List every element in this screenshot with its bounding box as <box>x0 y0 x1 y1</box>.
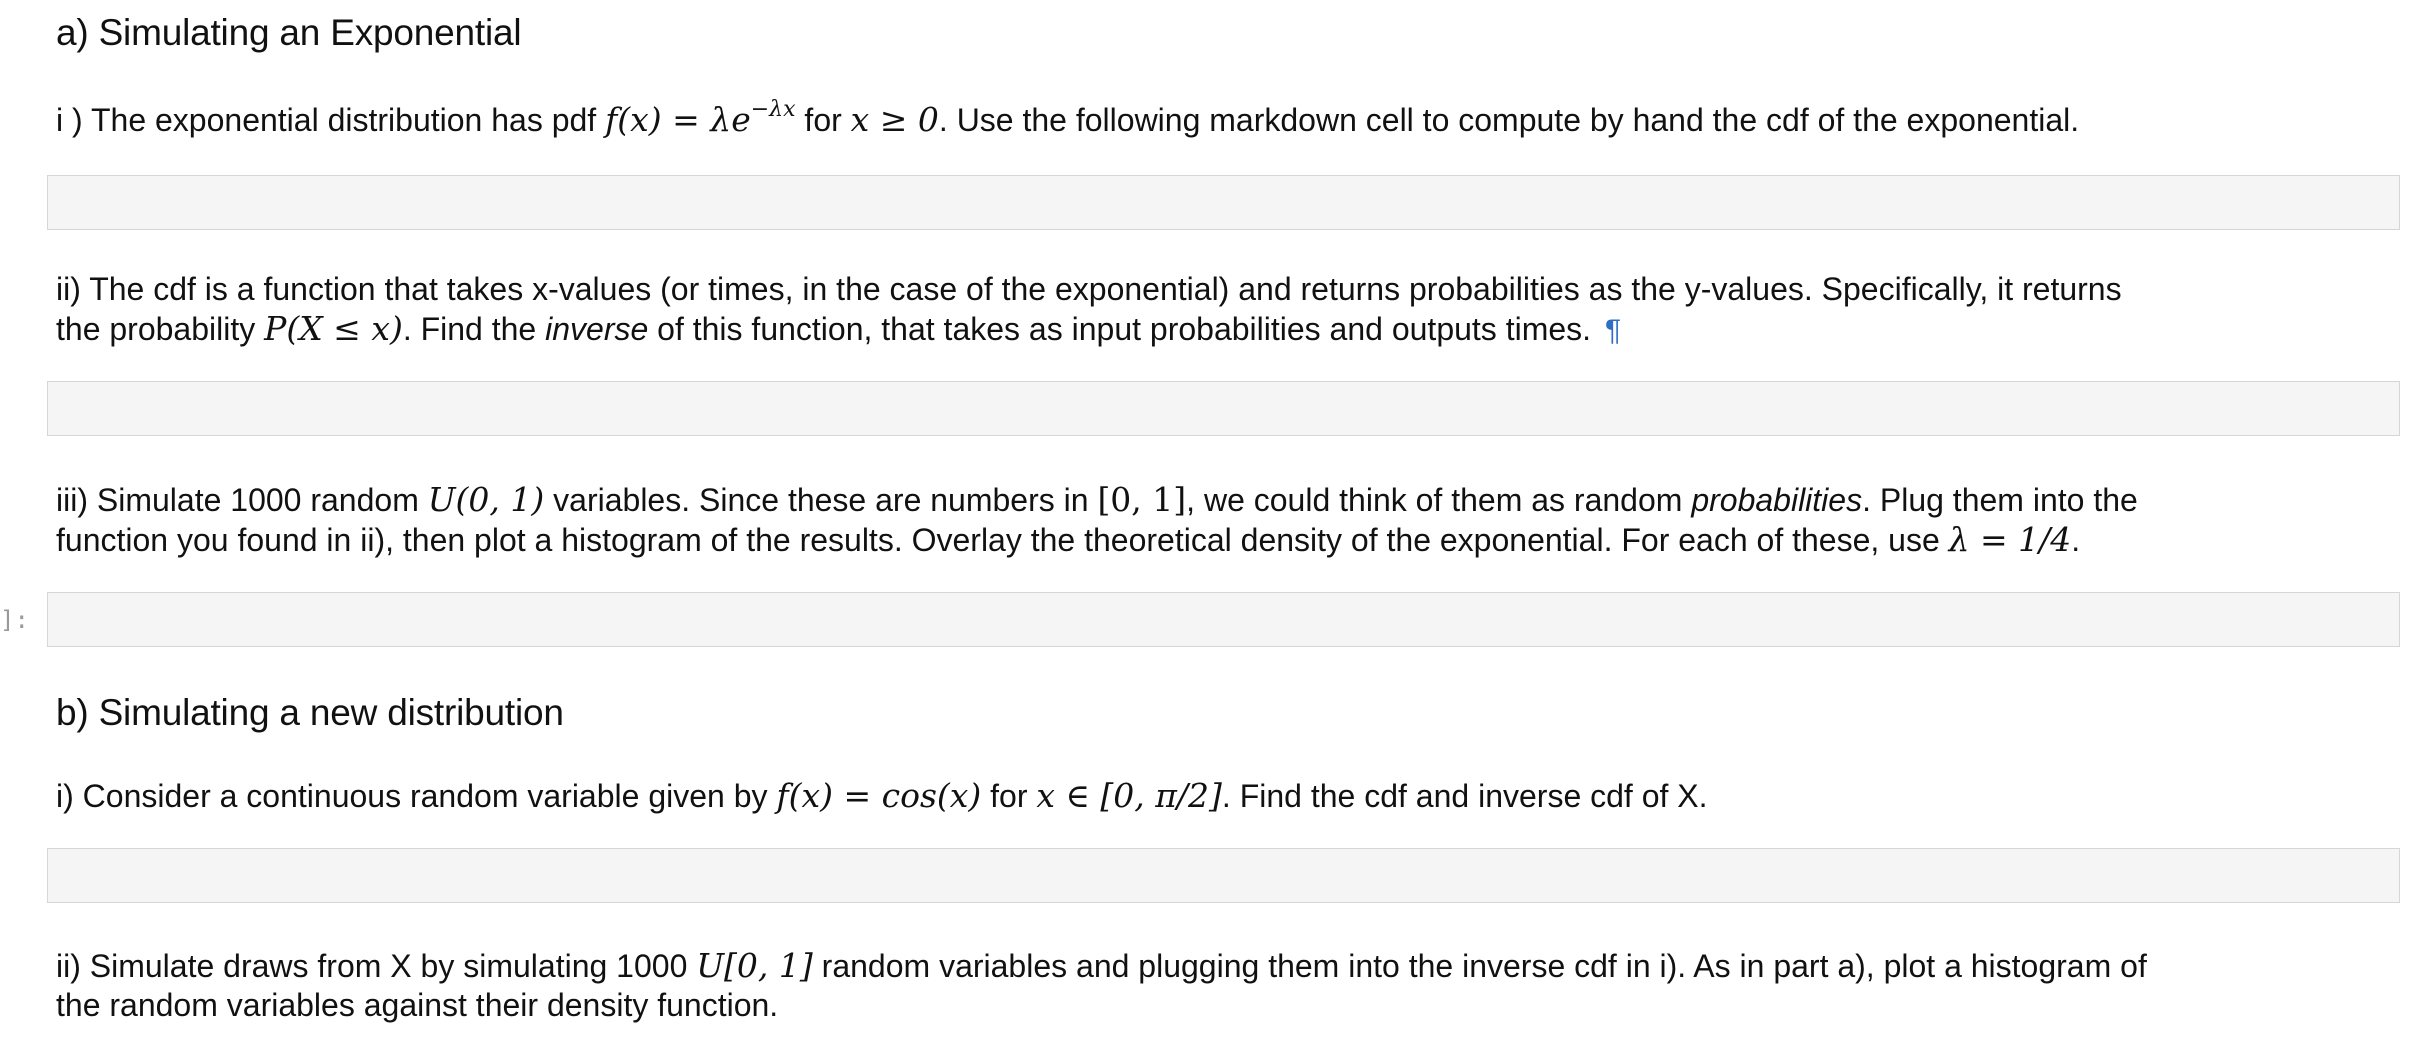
lambda-formula: λ = 1/4 <box>1948 520 2072 559</box>
part-b-ii-line1 <box>56 946 2394 986</box>
text-run: for <box>795 102 851 138</box>
text-run: . Plug them into the <box>1862 482 2138 518</box>
text-run: variables. Since these are numbers in <box>544 482 1098 518</box>
answer-cell-a-ii[interactable] <box>47 381 2400 436</box>
text-run: of this function, that takes as input probabilities and outputs times. <box>648 311 1592 347</box>
section-b-heading: b) Simulating a new distribution <box>56 692 564 733</box>
emphasis-inverse: inverse <box>545 311 649 347</box>
part-a-ii-line2 <box>56 309 2394 350</box>
part-b-ii-line2: the random variables against their density function. <box>56 987 779 1023</box>
part-b-ii-cell[interactable] <box>56 946 2394 1025</box>
text-run: iii) Simulate 1000 random <box>56 482 428 518</box>
text-run: for <box>981 778 1037 814</box>
code-cell-prompt: ]: <box>0 606 29 634</box>
part-a-i-cell[interactable] <box>56 97 2394 140</box>
cos-pdf-formula: f(x) = cos(x) <box>776 776 982 815</box>
uniform-formula: U(0, 1) <box>427 480 545 519</box>
answer-cell-b-i[interactable] <box>47 848 2400 903</box>
math-exponent: −λx <box>750 97 796 122</box>
part-a-i-text <box>56 97 2394 140</box>
text-run: . Use the following markdown cell to compute by hand the cdf of the exponential. <box>938 102 2080 138</box>
text-run: random variables and plugging them into the inverse cdf in i). As in part a), plot a histogram of <box>812 948 2147 984</box>
text-run: . Find the cdf and inverse cdf of X. <box>1221 778 1708 814</box>
part-a-iii-line1 <box>56 480 2394 520</box>
text-run: i ) The exponential distribution has pdf <box>56 102 606 138</box>
support-formula: x ∈ [0, π/2] <box>1036 776 1222 815</box>
text-run: function you found in ii), then plot a histogram of the results. Overlay the theoretical density of the exponential. For each of these, use <box>56 522 1949 558</box>
part-a-iii-line2 <box>56 520 2394 560</box>
part-a-iii-cell[interactable] <box>56 480 2394 560</box>
text-run: ii) Simulate draws from X by simulating 1000 <box>56 948 697 984</box>
math-run: f(x) = λe <box>605 100 751 139</box>
text-run: the probability <box>56 311 265 347</box>
part-b-i-cell[interactable] <box>56 776 2394 816</box>
emphasis-probabilities: probabilities <box>1691 482 1863 518</box>
section-a-heading-cell[interactable] <box>56 10 2394 56</box>
part-a-ii-cell[interactable] <box>56 270 2394 350</box>
section-b-heading-cell[interactable] <box>56 690 2394 736</box>
pilcrow-anchor[interactable]: ¶ <box>1605 314 1622 347</box>
probability-formula: P(X ≤ x) <box>264 309 403 348</box>
interval-formula: [0, 1] <box>1097 480 1187 519</box>
text-run: i) Consider a continuous random variable given by <box>56 778 777 814</box>
part-a-ii-line1: ii) The cdf is a function that takes x-values (or times, in the case of the exponential) and returns probabilities as the y-values. Specifically, it returns <box>56 271 2122 307</box>
text-run: . <box>2071 522 2081 558</box>
text-run: , we could think of them as random <box>1186 482 1692 518</box>
uniform-formula: U[0, 1] <box>696 946 813 985</box>
text-run: . Find the <box>402 311 546 347</box>
part-b-i-text <box>56 776 2394 816</box>
domain-formula: x ≥ 0 <box>850 100 939 139</box>
answer-cell-a-i[interactable] <box>47 175 2400 230</box>
code-cell-a-iii[interactable] <box>47 592 2400 647</box>
section-a-heading: a) Simulating an Exponential <box>56 12 522 53</box>
pdf-formula <box>605 97 796 139</box>
